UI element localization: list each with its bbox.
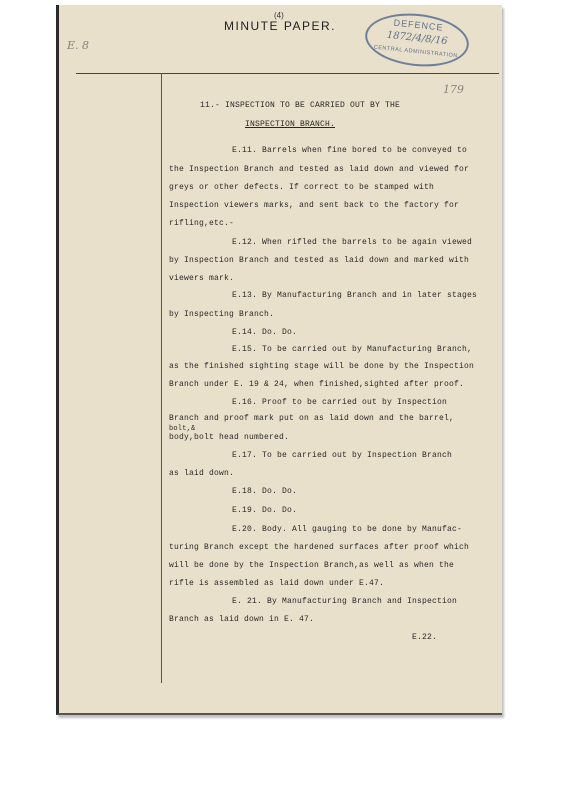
stamp-line-3: CENTRAL ADMINISTRATION bbox=[373, 44, 459, 60]
handwritten-insert: bolt,& bbox=[169, 425, 196, 433]
text-line: E.17. To be carried out by Inspection Branch bbox=[232, 451, 453, 460]
margin-rule bbox=[161, 73, 162, 683]
text-line: by Inspecting Branch. bbox=[169, 310, 275, 319]
stamp-line-2: 1872/4/8/16 bbox=[386, 29, 449, 48]
text-line: viewers mark. bbox=[169, 274, 235, 283]
text-line: E.19. Do. Do. bbox=[232, 506, 298, 515]
text-line: as the finished sighting stage will be done by the Inspection bbox=[169, 362, 475, 371]
text-line: E.22. bbox=[412, 633, 438, 642]
text-line: body,bolt head numbered. bbox=[169, 433, 290, 442]
text-line: rifle is assembled as laid down under E.47. bbox=[169, 579, 385, 588]
minute-paper-page bbox=[56, 5, 502, 715]
text-line: as laid down. bbox=[169, 469, 235, 478]
text-line: E.18. Do. Do. bbox=[232, 487, 298, 496]
defence-stamp bbox=[363, 9, 472, 72]
section-subheading: INSPECTION BRANCH. bbox=[245, 120, 336, 129]
page-title: MINUTE PAPER. bbox=[224, 19, 336, 33]
text-line: rifling,etc.- bbox=[169, 219, 235, 228]
text-line: E.13. By Manufacturing Branch and in later stages bbox=[232, 291, 478, 300]
text-line: E.12. When rifled the barrels to be again viewed bbox=[232, 238, 473, 247]
text-line: Inspection viewers marks, and sent back to the factory for bbox=[169, 201, 460, 210]
text-line: turing Branch except the hardened surfaces after proof which bbox=[169, 543, 470, 552]
text-line: Branch as laid down in E. 47. bbox=[169, 615, 315, 624]
text-line: by Inspection Branch and tested as laid down and marked with bbox=[169, 256, 470, 265]
text-line: the Inspection Branch and tested as laid down and viewed for bbox=[169, 165, 470, 174]
text-line: E.14. Do. Do. bbox=[232, 328, 298, 337]
section-heading: 11.- INSPECTION TO BE CARRIED OUT BY THE bbox=[200, 101, 401, 110]
pencil-annotation: E. 8 bbox=[67, 39, 90, 52]
text-line: E.16. Proof to be carried out by Inspection bbox=[232, 398, 448, 407]
text-line: E.11. Barrels when fine bored to be conveyed to bbox=[232, 146, 468, 155]
text-line: will be done by the Inspection Branch,as well as when the bbox=[169, 561, 455, 570]
stamp-line-1: DEFENCE bbox=[393, 17, 444, 33]
text-line: E.20. Body. All gauging to be done by Manufac- bbox=[232, 525, 463, 534]
text-line: E. 21. By Manufacturing Branch and Inspection bbox=[232, 597, 458, 606]
folio-number: 179 bbox=[443, 83, 464, 96]
text-line: E.15. To be carried out by Manufacturing Branch, bbox=[232, 345, 473, 354]
page-number: (4) bbox=[274, 11, 284, 20]
header-rule bbox=[76, 73, 499, 74]
text-line: Branch under E. 19 & 24, when finished,sighted after proof. bbox=[169, 380, 465, 389]
text-line: greys or other defects. If correct to be stamped with bbox=[169, 183, 435, 192]
text-line: Branch and proof mark put on as laid down and the barrel, bbox=[169, 414, 455, 423]
